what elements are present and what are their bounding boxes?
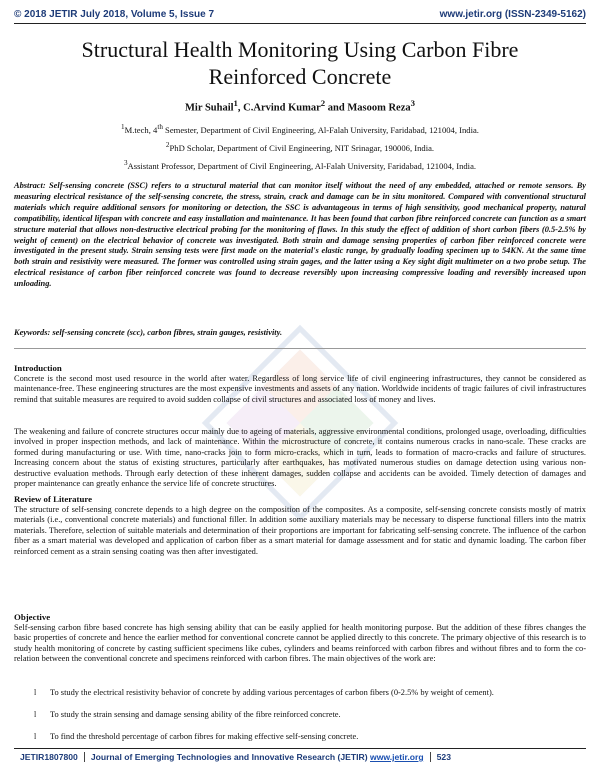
list-item xyxy=(34,709,586,731)
affiliation-3 xyxy=(0,159,600,171)
affiliation-3-sup: 3 xyxy=(123,159,128,167)
affiliation-2-text: PhD Scholar, Department of Civil Engineering, NIT Srinagar, 190006, India. xyxy=(169,142,435,153)
introduction-paragraph-1: Concrete is the second most used resource in the world after water. Regardless of long service life of civil engineering infrastructures, they cannot be considered as maintenance-free. These engineering structures are the most expensive investments and assets of any nation. Worldwide incidents of tragic failures of civil infrastructures remind that suitable measures are required to avoid sudden collapse of civil structures and associated loss of money and lives. xyxy=(14,374,586,404)
affiliation-1-th: th xyxy=(157,123,163,131)
objectives-list xyxy=(34,687,586,753)
author-1: Mir Suhail xyxy=(185,102,234,114)
header-right: www.jetir.org (ISSN-2349-5162) xyxy=(439,8,586,20)
objective-paragraph: Self-sensing carbon fibre based concrete has high sensing ability that can be easily applied for health monitoring purpose. But the addition of these fibres changes the basic properties of concrete and hence the earlier method for conventional concrete cannot be applied directly to this concrete. The primary objective of this research is to study health monitoring of concrete by casting sufficient specimens like cubes, cylinders and beams reinforced with carbon fibres and without fibres and to form the co-relation between the conventional concrete and specimens reinforced with carbon fibres. The main objectives of the work are: xyxy=(14,623,586,664)
objective-text: To study the strain sensing and damage sensing ability of the fibre reinforced concrete. xyxy=(50,710,341,719)
page-footer xyxy=(14,750,586,764)
objective-text: To find the threshold percentage of carbon fibres for making effective self-sensing concrete. xyxy=(50,732,359,741)
footer-page-number: 523 xyxy=(436,752,451,762)
affiliation-1-pre: M.tech, 4 xyxy=(124,124,158,135)
introduction-heading: Introduction xyxy=(14,363,62,373)
keywords: Keywords: self-sensing concrete (scc), carbon fibres, strain gauges, resistivity. xyxy=(14,328,283,337)
affiliation-2-sup: 2 xyxy=(165,141,170,149)
bullet-icon: l xyxy=(34,732,37,741)
author-2-sup: 2 xyxy=(320,98,326,108)
objective-text: To study the electrical resistivity behavior of concrete by adding various percentages of carbon fibers (0-2.5% by weight of cement). xyxy=(50,688,494,697)
paper-title: Structural Health Monitoring Using Carbon Fibre Reinforced Concrete xyxy=(81,37,519,89)
watermark-logo-icon xyxy=(195,318,405,528)
review-paragraph: The structure of self-sensing concrete depends to a high degree on the composition of the composites. As a composite, self-sensing concrete consists mostly of matrix materials (i.e., conventional concrete materials) and functional filler. In addition some auxiliary materials may be necessary to disperse functional fillers into the matrix materials. Therefore, selection of suitable materials and determination of their proportions are important for fabricating self-sensing concrete. The influence of the carbon fiber as a smart material was developed and application of carbon fiber as a smart material for damage assessment and for static and dynamic loading. The carbon fiber reinforced cement as a strain sensing coating was then after investigated. xyxy=(14,505,586,556)
list-item xyxy=(34,687,586,709)
page-header xyxy=(14,6,586,22)
introduction-paragraph-2: The weakening and failure of concrete structures occur mainly due to ageing of materials, aggressive environmental conditions, prolonged usage, overloading, difficulties involved in proper inspection methods, and lack of maintenance. Within the microstructure of concrete, it contains numerous cracks in nano-scale. These cracks are formed during manufacturing or use. With time, nano-cracks join to form micro-cracks, which in turn, leads to formation of macro-cracks and failure of structures. Increasing concern about the status of existing structures, particularly after earthquakes, has motivated numerous studies on damage detection using various non-destructive evaluation methods. Through early detection of these inherent damages, sudden collapse and accidents can be avoided. Timely detection of damages and proper maintenance can greatly enhance the service life of concrete structures. xyxy=(14,427,586,489)
author-1-sup: 1 xyxy=(233,98,238,108)
author-3: Masoom Reza xyxy=(347,102,411,114)
footer-journal-name: Journal of Emerging Technologies and Innovative Research (JETIR) xyxy=(90,752,371,762)
section-divider xyxy=(14,348,586,349)
affiliation-1-post: Semester, Department of Civil Engineering, Al-Falah University, Faridabad, 121004, India. xyxy=(162,124,479,135)
affiliation-2 xyxy=(0,141,600,153)
affiliation-3-text: Assistant Professor, Department of Civil Engineering, Al-Falah University, Faridabad, 121004, India. xyxy=(127,160,477,171)
header-left: © 2018 JETIR July 2018, Volume 5, Issue 7 xyxy=(14,8,215,20)
bullet-icon: l xyxy=(34,688,37,697)
affiliation-1 xyxy=(0,123,600,135)
footer-website-link[interactable]: www.jetir.org xyxy=(370,752,424,762)
author-3-sup: 3 xyxy=(410,98,415,108)
objective-heading: Objective xyxy=(14,612,51,622)
author-separator: , xyxy=(237,102,244,114)
review-heading: Review of Literature xyxy=(14,494,93,504)
author-2: C.Arvind Kumar xyxy=(243,102,321,114)
author-separator: and xyxy=(325,102,348,114)
bullet-icon: l xyxy=(34,710,37,719)
abstract: Abstract: Self-sensing concrete (SSC) refers to a structural material that can monitor itself without the need of any embedded, attached or remote sensors. By measuring electrical resistance of the self-sensing concrete, the stress, strain, crack and damage can be in situ monitored. Compared with conventional structural materials which require additional sensors for monitoring or detection, the SSC is advantageous in terms of high sensitivity, good mechanical property, natural compatibility, identical lifespan with concrete and easy installation and maintenance. It has been found that carbon fibre reinforced concrete can function as a smart structure material that allows non-destructive electrical probing for the monitoring of flaws. In this study the effect of addition of short carbon fibers (0.5-2.5% by weight of cement) on the electrical behavior of concrete was investigated. Both strain and damage sensing properties of carbon fiber reinforced concrete were investigated in the present study. Strain sensing tests were first made on the material's elastic range, by gradually loading specimen up to 54KN. At the same time both strain and resistivity were measured. The former was controlled using strain gages, and the latter using a Key sight digit multimeter on a two probe setup. The electrical resistance of carbon fiber reinforced concrete was found to decrease reversibly upon increasing compressive loading and reversibly increased upon unloading. xyxy=(14,181,586,289)
header-divider xyxy=(14,23,586,24)
footer-journal xyxy=(85,752,431,762)
footer-paper-id: JETIR1807800 xyxy=(14,752,85,762)
footer-divider xyxy=(14,748,586,749)
author-list xyxy=(0,98,600,114)
affiliation-1-sup: 1 xyxy=(121,123,125,131)
